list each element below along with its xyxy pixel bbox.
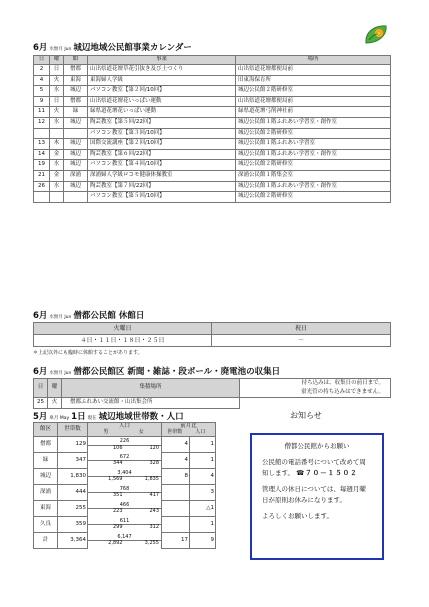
calendar-event: 陶芸教室【第６回/22回】 (88, 149, 236, 160)
calendar-event: 山出県道花壇草花引抜き及び土つくり (88, 65, 236, 76)
population-table (33, 422, 216, 549)
collection-day: 25 (34, 397, 48, 408)
pop-prev-population: 1 (190, 517, 216, 533)
header-event: 事業 (88, 56, 236, 65)
event-calendar-table (33, 55, 391, 203)
calendar-row (34, 192, 391, 203)
calendar-day: 4 (34, 75, 50, 86)
collection-note-2: 蛍光管の持ち込みはできません。 (301, 388, 384, 395)
pop-header-households: 世帯数 (58, 423, 88, 437)
collection-place: 僧都ふれあい交流館・山出集会所 (62, 397, 240, 408)
pop-header-prev-population: 人口 (195, 428, 206, 435)
calendar-row (34, 65, 391, 76)
pop-area: 計 (34, 533, 58, 549)
pop-households: 444 (58, 485, 88, 501)
calendar-hall: 城辺 (64, 181, 88, 192)
pop-population-cell (88, 437, 162, 453)
notice-holiday-text: 管理人の休日については、毎週月曜日が原則お休みになります。 (262, 485, 366, 504)
collection-header-weekday: 曜 (48, 379, 62, 398)
closed-holidays-value: － (212, 335, 391, 347)
collection-weekday: 火 (48, 397, 62, 408)
calendar-event: 深浦婦人学級ロコモ健康体操教室 (88, 170, 236, 181)
calendar-event: パソコン教室【第２回/10回】 (88, 86, 236, 97)
calendar-hall: 城辺 (64, 149, 88, 160)
calendar-day (34, 128, 50, 139)
pop-population-cell (88, 533, 162, 549)
collection-note-cell (240, 379, 391, 398)
pop-header-population (88, 423, 162, 437)
calendar-place: 城辺公民館２階研修室 (236, 128, 391, 139)
calendar-hall: 城辺 (64, 160, 88, 171)
pop-area: 緑 (34, 453, 58, 469)
closed-days-title: 6月 水無月 Jun 僧都公民館 休館日 (33, 311, 145, 321)
calendar-hall: 城辺 (64, 139, 88, 150)
calendar-day: 9 (34, 96, 50, 107)
calendar-place: 城辺公民館１階ふれあい学習室 (236, 139, 391, 150)
calendar-weekday: 水 (50, 181, 64, 192)
pop-prev-households: 8 (162, 469, 190, 485)
calendar-event: パソコン教室【第３回/10回】 (88, 128, 236, 139)
calendar-event: 東海婦人学級 (88, 75, 236, 86)
calendar-row (34, 160, 391, 171)
pop-header-male: 男 (103, 428, 109, 435)
closed-header-holiday: 祝日 (212, 323, 391, 335)
calendar-hall (64, 128, 88, 139)
collection-note-1: 持ち込みは、収集日の前日まで。 (301, 380, 384, 386)
pop-male: 2,892 (108, 540, 123, 547)
pop-households: 255 (58, 501, 88, 517)
calendar-place: 深浦公民館１階集会室 (236, 170, 391, 181)
calendar-day: 13 (34, 139, 50, 150)
pop-population-cell (88, 485, 162, 501)
pop-prev-households: 17 (162, 533, 190, 549)
calendar-title: 6月 水無月 Jun 城辺地域公民館事業カレンダー (33, 43, 192, 53)
notice-box (250, 433, 384, 560)
pop-prev-population: 1 (190, 437, 216, 453)
pop-households: 347 (58, 453, 88, 469)
calendar-place: 山出県道花壇都便局前 (236, 96, 391, 107)
calendar-event: パソコン教室【第４回/10回】 (88, 160, 236, 171)
pop-header-female: 女 (138, 428, 144, 435)
calendar-hall: 城辺 (64, 117, 88, 128)
pop-total: 226 (88, 439, 161, 446)
calendar-day: 21 (34, 170, 50, 181)
calendar-place: 城辺公民館１階ふれあい学習室・創作室 (236, 117, 391, 128)
header-place: 場所 (236, 56, 391, 65)
closed-header-tuesday: 火曜日 (34, 323, 212, 335)
calendar-weekday (50, 192, 64, 203)
closed-note: ＊上記以外にも臨時に休館することがあります。 (33, 350, 143, 356)
pop-total: 768 (88, 487, 161, 494)
header-day: 日 (34, 56, 50, 65)
pop-header-population-label: 人口 (118, 423, 130, 430)
calendar-event: 陶芸教室【第５回/22回】 (88, 117, 236, 128)
calendar-weekday (50, 128, 64, 139)
pop-area: 城辺 (34, 469, 58, 485)
calendar-row (34, 181, 391, 192)
collection-header-place: 集積場所 (62, 379, 240, 398)
notice-title: お知らせ (290, 411, 322, 420)
calendar-day: 12 (34, 117, 50, 128)
calendar-hall: 城辺 (64, 86, 88, 97)
calendar-day: 2 (34, 65, 50, 76)
calendar-place: 山出県道花壇都便局前 (236, 65, 391, 76)
notice-phone-line: 公民館の電話番号について改めて周知します。 (262, 458, 366, 477)
pop-population-cell (88, 453, 162, 469)
pop-male: 223 (112, 508, 123, 515)
leaf-logo-icon (363, 23, 389, 45)
population-row (34, 485, 216, 501)
population-title: 5月 皐月 May 1日 現在 城辺地域世帯数・人口 (33, 412, 184, 422)
pop-prev-population: 9 (190, 533, 216, 549)
pop-male: 1,569 (108, 476, 123, 483)
calendar-event: 山出県道花壇花いっぱい運動 (88, 96, 236, 107)
pop-area: 東海 (34, 501, 58, 517)
calendar-header-row (34, 56, 391, 65)
pop-area: 深浦 (34, 485, 58, 501)
pop-female: 1,835 (144, 476, 159, 483)
calendar-row (34, 139, 391, 150)
closed-days-table (33, 322, 391, 347)
calendar-row (34, 86, 391, 97)
calendar-day: 14 (34, 149, 50, 160)
pop-prev-households: 4 (162, 453, 190, 469)
population-row (34, 453, 216, 469)
calendar-day: 19 (34, 160, 50, 171)
calendar-row (34, 170, 391, 181)
pop-households: 129 (58, 437, 88, 453)
pop-prev-population: 3 (190, 485, 216, 501)
calendar-hall: 東海 (64, 75, 88, 86)
pop-population-cell (88, 501, 162, 517)
header-hall: 館 (64, 56, 88, 65)
pop-header-prev-label: 前月比 (180, 423, 197, 430)
pop-households: 359 (58, 517, 88, 533)
calendar-weekday: 金 (50, 170, 64, 181)
pop-female: 312 (149, 524, 159, 531)
pop-prev-population: 1 (190, 453, 216, 469)
pop-header-prev (162, 423, 216, 437)
pop-total: 672 (88, 455, 161, 462)
pop-total: 3,404 (88, 471, 161, 478)
calendar-place: 城辺公民館２階研修室 (236, 192, 391, 203)
calendar-place: 城辺公民館２階研修室 (236, 86, 391, 97)
collection-header-day: 日 (34, 379, 48, 398)
calendar-day: 5 (34, 86, 50, 97)
collection-table (33, 378, 391, 409)
pop-prev-households (162, 501, 190, 517)
pop-prev-households: 4 (162, 437, 190, 453)
calendar-weekday: 火 (50, 107, 64, 118)
notice-phone-number: ☎７０－１５０２ (296, 468, 358, 477)
notice-closing: よろしくお願いします。 (262, 511, 333, 520)
calendar-weekday: 火 (50, 75, 64, 86)
population-row (34, 533, 216, 549)
calendar-day: 11 (34, 107, 50, 118)
calendar-hall (64, 192, 88, 203)
pop-female: 417 (149, 492, 159, 499)
calendar-hall: 僧都 (64, 96, 88, 107)
collection-title: 6月 水無月 Jun 僧都公民館区 新聞・雑誌・段ボール・廃電池の収集日 (33, 367, 281, 377)
calendar-place: 城辺公民館１階ふれあい学習室・創作室 (236, 149, 391, 160)
calendar-row (34, 75, 391, 86)
calendar-hall: 深浦 (64, 170, 88, 181)
notice-heading: 僧都公民館からお願い (284, 442, 350, 450)
population-row (34, 469, 216, 485)
pop-area: 僧都 (34, 437, 58, 453)
pop-area: 久良 (34, 517, 58, 533)
population-row (34, 437, 216, 453)
calendar-day (34, 192, 50, 203)
pop-population-cell (88, 469, 162, 485)
calendar-day: 26 (34, 181, 50, 192)
calendar-weekday: 日 (50, 65, 64, 76)
calendar-place: 旧東海保育所 (236, 75, 391, 86)
pop-total: 611 (88, 519, 161, 526)
pop-prev-population: 4 (190, 469, 216, 485)
calendar-weekday: 木 (50, 139, 64, 150)
pop-female: 243 (149, 508, 159, 515)
calendar-weekday: 水 (50, 117, 64, 128)
closed-days-value: ４日・１１日・１８日・２５日 (34, 335, 212, 347)
calendar-weekday: 水 (50, 160, 64, 171)
pop-male: 299 (112, 524, 123, 531)
calendar-event: 国際交流講座【第２回/10回】 (88, 139, 236, 150)
calendar-event: 緑県道花壇花いっぱい運動 (88, 107, 236, 118)
pop-prev-population: △1 (190, 501, 216, 517)
pop-header-area: 館区 (34, 423, 58, 437)
pop-prev-households (162, 485, 190, 501)
pop-female: 3,255 (144, 540, 159, 547)
pop-male: 351 (112, 492, 123, 499)
calendar-event: 陶芸教室【第７回/22回】 (88, 181, 236, 192)
calendar-place: 城辺公民館２階研修室 (236, 160, 391, 171)
pop-male: 106 (112, 444, 123, 451)
pop-total: 466 (88, 503, 161, 510)
calendar-row (34, 149, 391, 160)
calendar-weekday: 水 (50, 86, 64, 97)
calendar-row (34, 96, 391, 107)
pop-population-cell (88, 517, 162, 533)
calendar-hall: 緑 (64, 107, 88, 118)
calendar-event: パソコン教室【第５回/10回】 (88, 192, 236, 203)
calendar-weekday: 日 (50, 96, 64, 107)
calendar-weekday: 金 (50, 149, 64, 160)
notice-phone-text (262, 457, 372, 478)
pop-households: 3,364 (58, 533, 88, 549)
pop-male: 344 (112, 460, 123, 467)
pop-households: 1,830 (58, 469, 88, 485)
calendar-hall: 僧都 (64, 65, 88, 76)
calendar-place: 緑県道花壇弓削神社前 (236, 107, 391, 118)
calendar-row (34, 117, 391, 128)
pop-total: 6,147 (88, 535, 161, 542)
calendar-row (34, 107, 391, 118)
pop-female: 120 (149, 444, 159, 451)
calendar-place: 城辺公民館１階ふれあい学習室・創作室 (236, 181, 391, 192)
pop-female: 328 (149, 460, 159, 467)
header-weekday: 曜 (50, 56, 64, 65)
population-row (34, 501, 216, 517)
population-row (34, 517, 216, 533)
pop-prev-households (162, 517, 190, 533)
pop-header-prev-households: 世帯数 (167, 428, 183, 435)
calendar-row (34, 128, 391, 139)
